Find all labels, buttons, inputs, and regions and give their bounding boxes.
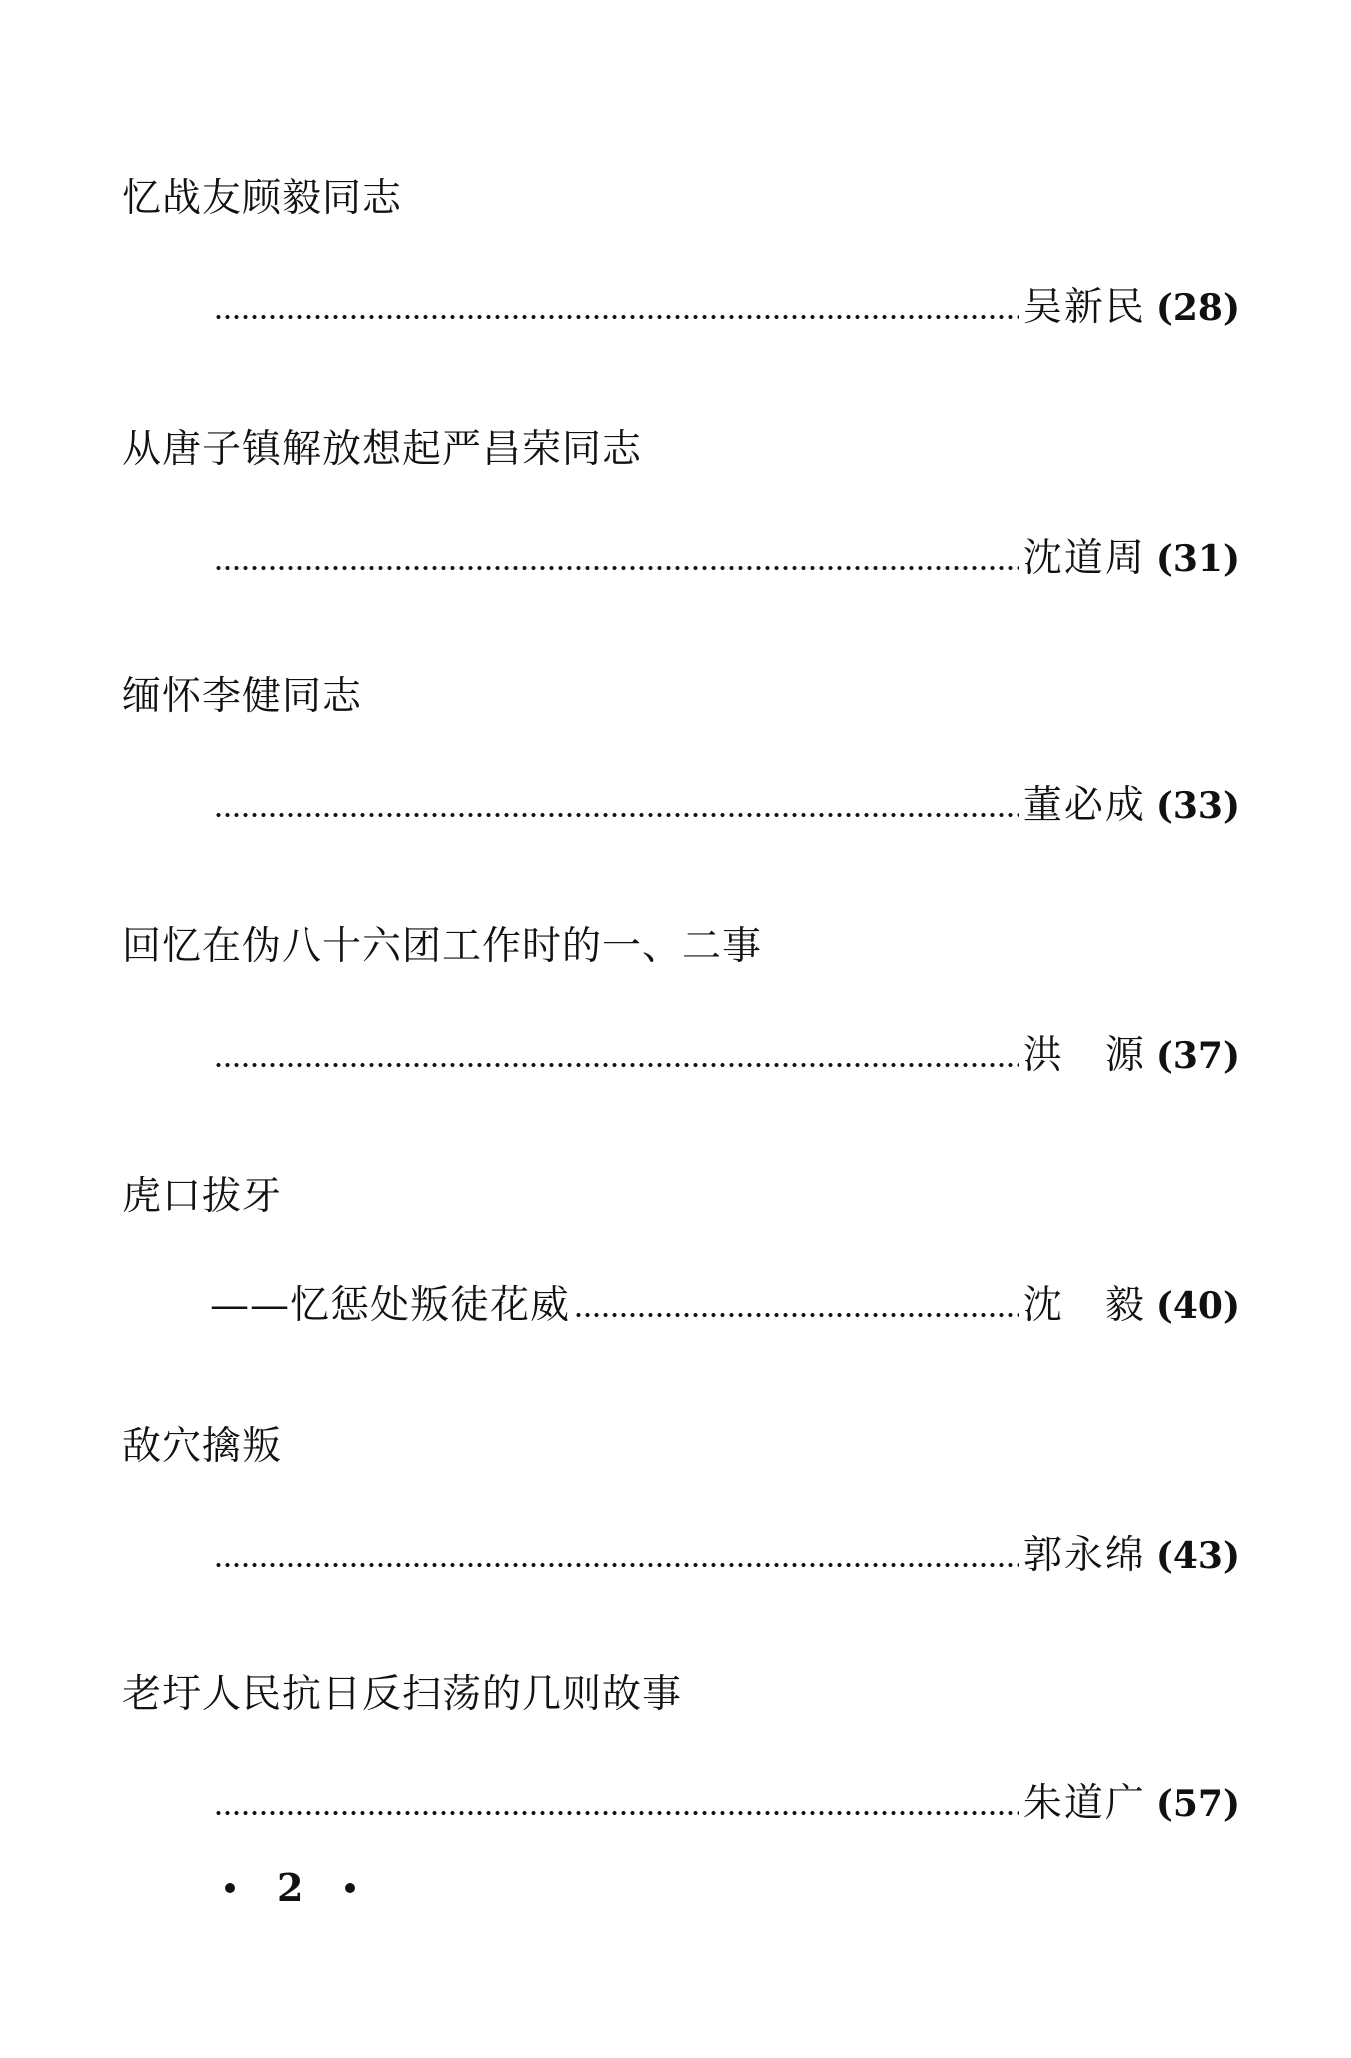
entry-title: 从唐子镇解放想起严昌荣同志 (122, 427, 643, 472)
toc-entry (0, 425, 1351, 665)
entry-title: 回忆在伪八十六团工作时的一、二事 (122, 924, 763, 969)
entry-page-number: (37) (1155, 1035, 1240, 1077)
toc-entry (0, 1422, 1351, 1662)
entry-page-number: (28) (1155, 287, 1240, 329)
dot-leader (214, 1810, 1019, 1816)
entry-page-number: (43) (1155, 1535, 1240, 1577)
entry-author: 沈 毅 (1022, 1283, 1146, 1328)
entry-title: 虎口拔牙 (122, 1174, 283, 1219)
entry-line (210, 529, 1240, 585)
entry-title: 老圩人民抗日反扫荡的几则故事 (122, 1672, 683, 1717)
dot-leader (214, 1062, 1019, 1068)
entry-author: 吴新民 (1022, 285, 1146, 330)
toc-entry (0, 672, 1351, 912)
entry-line (210, 776, 1240, 832)
entry-page-number: (40) (1155, 1285, 1240, 1327)
entry-author: 洪 源 (1022, 1033, 1146, 1078)
folio-page-number: 2 (277, 1865, 304, 1910)
entry-title: 敌穴擒叛 (122, 1424, 283, 1469)
dot-leader (574, 1312, 1019, 1318)
entry-author: 郭永绵 (1022, 1533, 1146, 1578)
entry-author: 沈道周 (1022, 536, 1146, 581)
entry-subtitle: ——忆惩处叛徒花威 (210, 1283, 571, 1328)
entry-page-number: (33) (1155, 785, 1240, 827)
folio-dot-right (345, 1883, 355, 1893)
toc-entry (0, 174, 1351, 414)
entry-author: 朱道广 (1022, 1781, 1146, 1826)
folio-dot-left (225, 1883, 235, 1893)
entry-author: 董必成 (1022, 783, 1146, 828)
dot-leader (214, 314, 1019, 320)
entry-page-number: (57) (1155, 1783, 1240, 1825)
page-folio (225, 1865, 355, 1910)
entry-page-number: (31) (1155, 538, 1240, 580)
dot-leader (214, 565, 1019, 571)
entry-line (210, 1774, 1240, 1830)
entry-title: 忆战友顾毅同志 (122, 176, 403, 221)
entry-line (210, 1026, 1240, 1082)
entry-line (210, 1526, 1240, 1582)
dot-leader (214, 812, 1019, 818)
dot-leader (214, 1562, 1019, 1568)
toc-entry (0, 1670, 1351, 1910)
toc-entry (0, 922, 1351, 1162)
entry-title: 缅怀李健同志 (122, 674, 363, 719)
entry-line (210, 1276, 1240, 1332)
entry-line (210, 278, 1240, 334)
toc-entry (0, 1172, 1351, 1412)
